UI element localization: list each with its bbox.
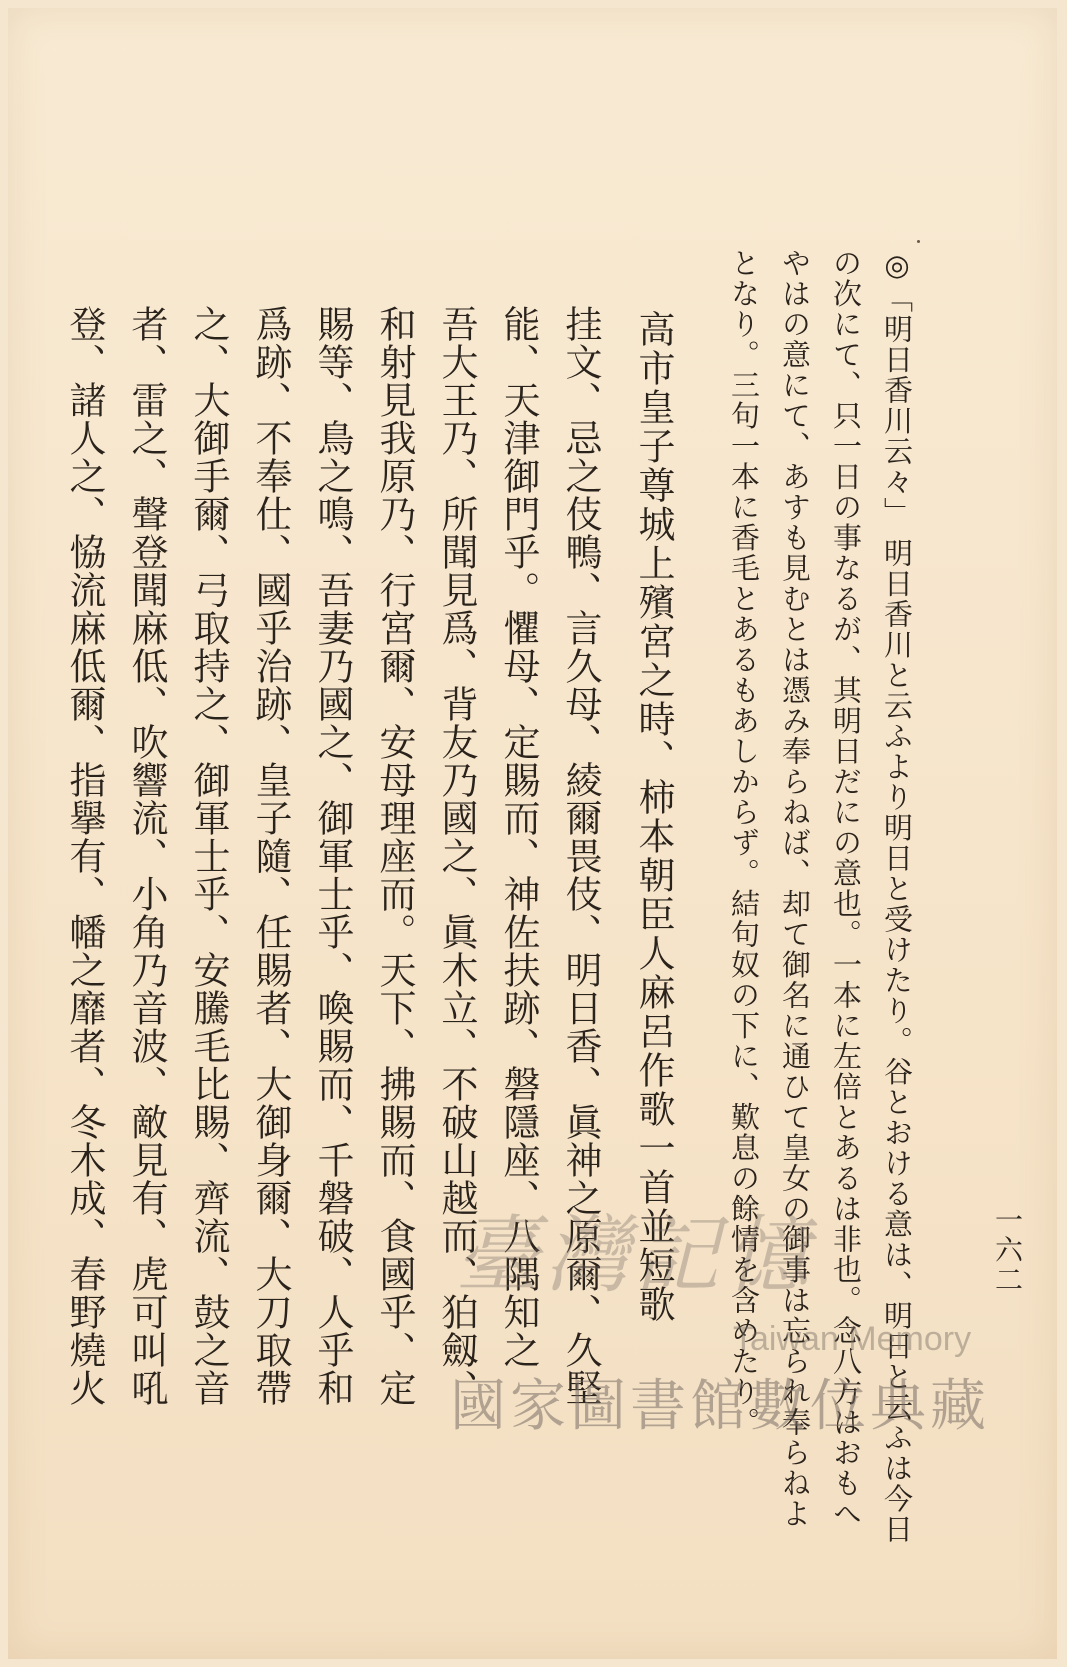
verse-line-8: 者、雷之、聲登聞麻低、吹響流、小角乃音波、敵見有、虎可叫吼 [125,305,168,1407]
watermark-library: 國家圖書館數位典藏 [450,1374,990,1439]
page-number: 一六二 [991,1205,1024,1295]
note-line-4: となり。三句一本に香毛とあるもあしからず。結句奴の下に、歎息の餘情を含めたり。 [727,248,761,1438]
verse-line-6: 爲跡、不奉仕、國乎治跡、皇子隨、任賜者、大御身爾、大刀取帶 [249,305,292,1407]
verse-line-1: 挂文、忌之伎鴨、言久母、綾爾畏伎、明日香、眞神之原爾、久堅 [559,305,602,1407]
note-line-2: の次にて、只一日の事なるが、其明日だにの意也。一本に左倍とあるは非也。念八方はおもへ [829,248,863,1529]
verse-line-3: 吾大王乃、所聞見爲、背友乃國之、眞木立、不破山越而、狛劔、 [435,305,478,1407]
verse-line-9: 登、諸人之、恊流麻低爾、指擧有、幡之靡者、冬木成、春野燒火 [63,305,106,1407]
verse-line-7: 之、大御手爾、弓取持之、御軍士乎、安騰毛比賜、齊流、鼓之音 [187,305,230,1407]
verse-line-2: 能、天津御門乎。懼母、定賜而、神佐扶跡、磐隱座、八隅知之 [497,305,540,1369]
verse-line-4: 和射見我原乃、行宮爾、安母理座而。天下、拂賜而、食國乎、定 [373,305,416,1407]
ink-speck [917,240,920,243]
note-line-3: やはの意にて、あすも見むとは憑み奉らねば、却て御名に通ひて皇女の御事は忘られ奉らねよ [778,248,812,1529]
poem-heading: 高市皇子尊城上殯宮之時、柿本朝臣人麻呂作歌一首並短歌 [632,310,675,1324]
verse-line-5: 賜等、鳥之鳴、吾妻乃國之、御軍士乎、喚賜而、千磐破、人乎和 [311,305,354,1407]
note-line-1: ◎「明日香川云々」 明日香川と云ふより明日と受けたり。谷とおける意は、明日と云ふは今日 [880,248,914,1545]
watermark-english: Taiwan Memory [733,1320,972,1358]
watermark-title: 臺灣記憶 [455,1206,816,1304]
